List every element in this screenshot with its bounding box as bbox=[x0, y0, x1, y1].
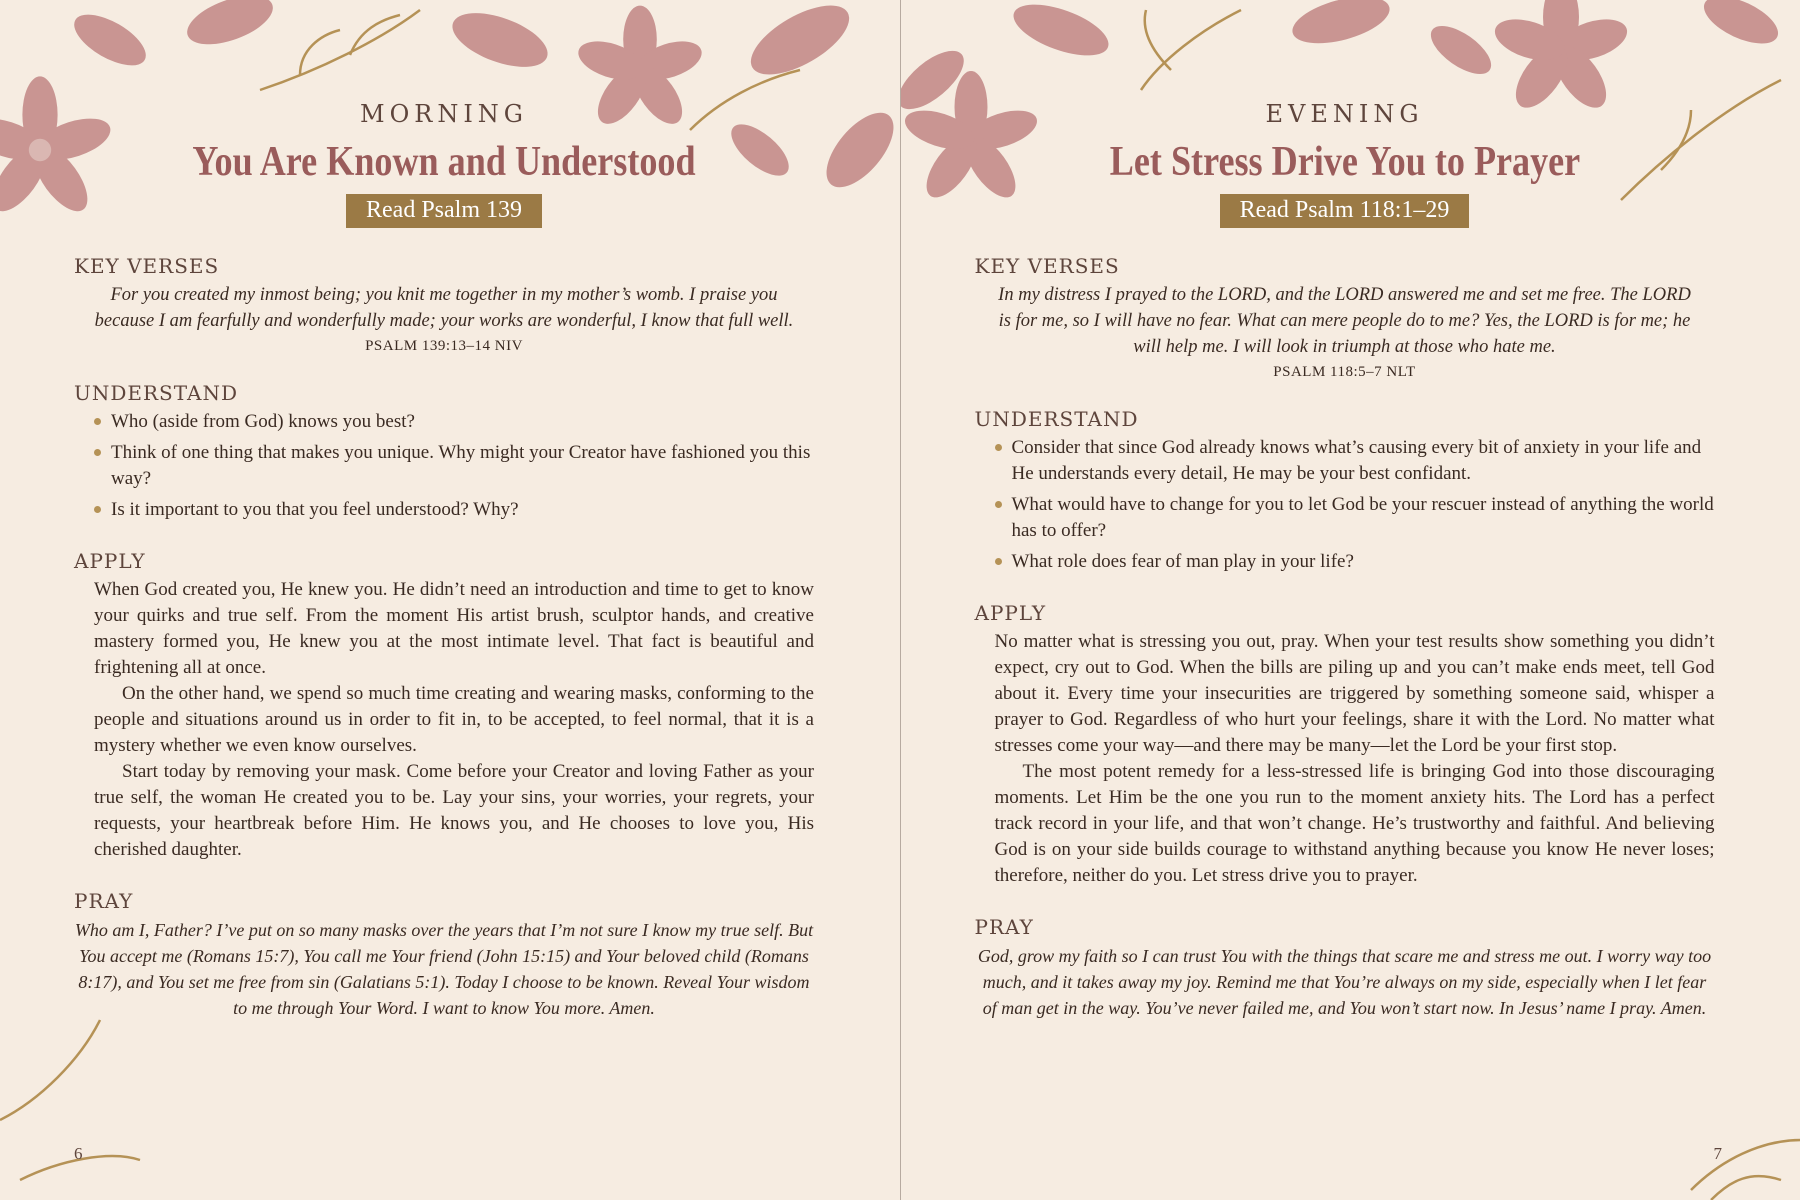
apply-body bbox=[74, 577, 814, 863]
read-scripture-badge: Read Psalm 118:1–29 bbox=[1220, 194, 1470, 228]
list-item: What would have to change for you to let God be your rescuer instead of anything the world has to offer? bbox=[995, 492, 1715, 544]
verse-reference: PSALM 139:13–14 NIV bbox=[365, 338, 523, 354]
apply-body bbox=[975, 629, 1715, 889]
pray-heading: PRAY bbox=[74, 889, 134, 913]
list-item: Consider that since God already knows what’s causing every bit of anxiety in your life and He understands every detail, He may be your best confidant. bbox=[995, 435, 1715, 487]
key-verse-text: For you created my inmost being; you knit me together in my mother’s womb. I praise you because I am fearfully and wonderfully made; your works are wonderful, I know that full well. bbox=[94, 285, 794, 331]
prayer-text: Who am I, Father? I’ve put on so many masks over the years that I’m not sure I know my true self. But You accept me (Romans 15:7), You call me Your friend (John 15:15) and Your beloved child (Romans 8:17), and You set me free from sin (Galatians 5:1). Today I choose to be known. Reveal Your wisdom to me through Your Word. I want to know You more. Amen. bbox=[74, 920, 814, 1018]
paragraph: On the other hand, we spend so much time creating and wearing masks, conforming to the people and situations around us in order to fit in, to be accepted, to feel normal, that it is a mystery whether we even know ourselves. bbox=[94, 683, 814, 756]
list-item: Think of one thing that makes you unique. Why might your Creator have fashioned you this way? bbox=[94, 440, 814, 492]
understand-list bbox=[74, 409, 814, 523]
list-item: What role does fear of man play in your life? bbox=[995, 549, 1715, 575]
paragraph: No matter what is stressing you out, pray. When your test results show something you didn’t expect, cry out to God. When the bills are piling up and you can’t make ends meet, tell God about it. Every time your insecurities are triggered by something someone said, whisper a prayer to God. Regardless of who hurt your feelings, share it with the Lord. No matter what stresses come your way—and there may be many—let the Lord be your first stop. bbox=[994, 631, 1715, 756]
paragraph: Start today by removing your mask. Come before your Creator and loving Father as your true self, the woman He created you to be. Lay your sins, your worries, your regrets, your requests, your heartbreak before Him. He knows you, and He chooses to love you, His cherished daughter. bbox=[94, 761, 814, 860]
key-verse-text: In my distress I prayed to the LORD, and the LORD answered me and set me free. The LORD is for me, so I will have no fear. What can mere people do to me? Yes, the LORD is for me; he will help me. I will look in triumph at those who hate me. bbox=[998, 285, 1691, 357]
understand-heading: UNDERSTAND bbox=[74, 381, 238, 405]
evening-devotion bbox=[975, 100, 1715, 1021]
devotion-title: Let Stress Drive You to Prayer bbox=[1109, 139, 1580, 185]
read-scripture-badge: Read Psalm 139 bbox=[346, 194, 542, 228]
paragraph: The most potent remedy for a less-stressed life is bringing God into those discouraging moments. Let Him be the one you run to the moment anxiety hits. The Lord has a perfect track record in your life, and that won’t change. He’s trustworthy and faithful. And believing God is on your side builds courage to withstand anything because you know He never loses; therefore, neither do you. Let stress drive you to prayer. bbox=[994, 761, 1715, 886]
page-number: 6 bbox=[74, 1144, 83, 1163]
understand-list bbox=[975, 435, 1715, 575]
key-verses-heading: KEY VERSES bbox=[74, 254, 220, 278]
list-item: Is it important to you that you feel understood? Why? bbox=[94, 497, 814, 523]
prayer-text: God, grow my faith so I can trust You with the things that scare me and stress me out. I worry way too much, and it takes away my joy. Remind me that You’re always on my side, especially when I let fear of man get in the way. You’ve never failed me, and You won’t start now. In Jesus’ name I pray. Amen. bbox=[977, 946, 1712, 1018]
time-of-day: MORNING bbox=[360, 100, 528, 128]
morning-devotion bbox=[74, 100, 814, 1021]
paragraph: When God created you, He knew you. He didn’t need an introduction and time to get to know your quirks and true self. From the moment His artist brush, sculptor hands, and creative mastery formed you, He knew you at the most intimate level. That fact is beautiful and frightening all at once. bbox=[94, 579, 814, 678]
time-of-day: EVENING bbox=[1265, 100, 1424, 128]
pray-heading: PRAY bbox=[974, 915, 1034, 939]
page-number: 7 bbox=[1713, 1144, 1722, 1163]
right-page bbox=[900, 0, 1800, 1200]
apply-heading: APPLY bbox=[74, 549, 146, 573]
list-item: Who (aside from God) knows you best? bbox=[94, 409, 814, 435]
key-verses-heading: KEY VERSES bbox=[974, 254, 1120, 278]
devotion-title: You Are Known and Understood bbox=[192, 139, 696, 185]
apply-heading: APPLY bbox=[974, 601, 1047, 625]
understand-heading: UNDERSTAND bbox=[974, 407, 1139, 431]
verse-reference: PSALM 118:5–7 NLT bbox=[1273, 364, 1416, 380]
